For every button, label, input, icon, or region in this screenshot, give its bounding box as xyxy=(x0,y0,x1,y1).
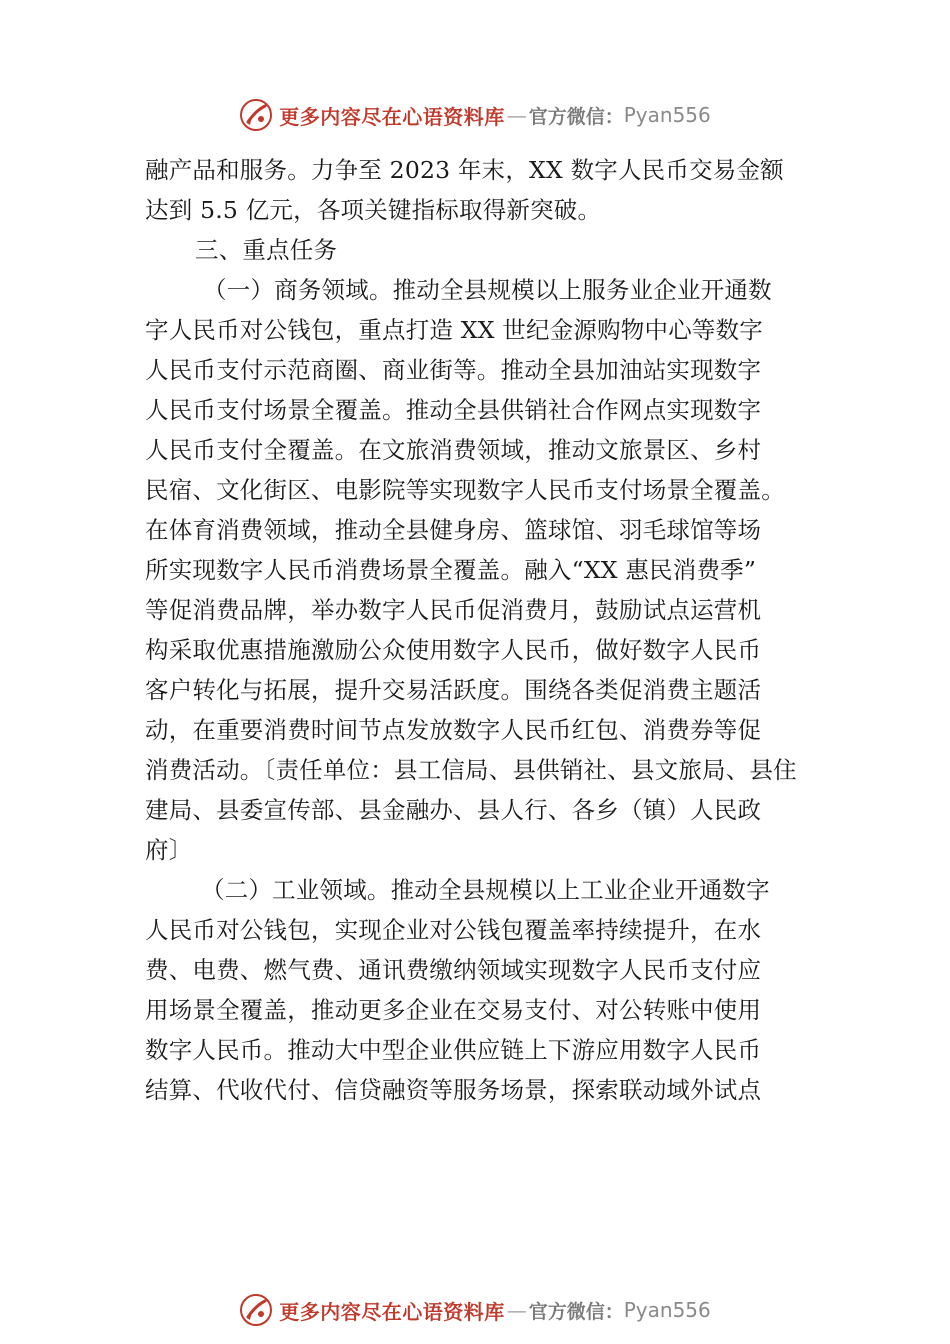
banner-sub-text: 官方微信： xyxy=(528,105,624,128)
text-line: 融产品和服务。力争至 2023 年末，XX 数字人民币交易金额 xyxy=(145,156,784,184)
banner-main-text: 更多内容尽在心语资料库 xyxy=(279,104,505,129)
text-line: 构采取优惠措施激励公众使用数字人民币，做好数字人民币 xyxy=(145,636,762,664)
banner-dash: — xyxy=(506,103,527,127)
footer-watermark-banner xyxy=(0,1290,950,1330)
text-line: 消费活动。〔责任单位：县工信局、县供销社、县文旅局、县住 xyxy=(145,756,797,784)
text-line: 人民币支付示范商圈、商业街等。推动全县加油站实现数字 xyxy=(145,356,762,384)
text-line: 字人民币对公钱包，重点打造 XX 世纪金源购物中心等数字 xyxy=(145,316,763,344)
text-line: 人民币对公钱包，实现企业对公钱包覆盖率持续提升，在水 xyxy=(145,916,762,944)
banner-wechat-id: Pyan556 xyxy=(623,103,711,127)
section-heading: 三、重点任务 xyxy=(195,236,338,264)
text-line: 数字人民币。推动大中型企业供应链上下游应用数字人民币 xyxy=(145,1036,762,1064)
header-watermark-banner xyxy=(0,95,950,135)
banner-sub-text: 官方微信： xyxy=(528,1300,624,1323)
text-line: 达到 5.5 亿元，各项关键指标取得新突破。 xyxy=(145,196,602,224)
text-line: 在体育消费领域，推动全县健身房、篮球馆、羽毛球馆等场 xyxy=(145,516,762,544)
text-line: 等促消费品牌，举办数字人民币促消费月，鼓励试点运营机 xyxy=(145,596,762,624)
text-line: 动，在重要消费时间节点发放数字人民币红包、消费券等促 xyxy=(145,716,762,744)
text-line: 人民币支付全覆盖。在文旅消费领域，推动文旅景区、乡村 xyxy=(145,436,762,464)
subsection-start-line: （二）工业领域。推动全县规模以上工业企业开通数字 xyxy=(201,876,770,904)
text-line: 人民币支付场景全覆盖。推动全县供销社合作网点实现数字 xyxy=(145,396,762,424)
text-line: 用场景全覆盖，推动更多企业在交易支付、对公转账中使用 xyxy=(145,996,762,1024)
text-line: 民宿、文化街区、电影院等实现数字人民币支付场景全覆盖。 xyxy=(145,476,785,504)
banner-main-text: 更多内容尽在心语资料库 xyxy=(279,1299,505,1324)
banner-dash: — xyxy=(506,1298,527,1322)
text-line: 所实现数字人民币消费场景全覆盖。融入“XX 惠民消费季” xyxy=(145,556,757,584)
text-line: 结算、代收代付、信贷融资等服务场景，探索联动域外试点 xyxy=(145,1076,762,1104)
text-line: 费、电费、燃气费、通讯费缴纳领域实现数字人民币支付应 xyxy=(145,956,762,984)
brush-logo-icon xyxy=(239,98,273,132)
text-line: 客户转化与拓展，提升交易活跃度。围绕各类促消费主题活 xyxy=(145,676,762,704)
banner-wechat-id: Pyan556 xyxy=(623,1298,711,1322)
brush-logo-icon xyxy=(239,1293,273,1327)
text-line: 建局、县委宣传部、县金融办、县人行、各乡（镇）人民政 xyxy=(145,796,762,824)
subsection-start-line: （一）商务领域。推动全县规模以上服务业企业开通数 xyxy=(203,276,772,304)
text-line: 府〕 xyxy=(145,836,193,864)
document-body xyxy=(145,150,825,1110)
